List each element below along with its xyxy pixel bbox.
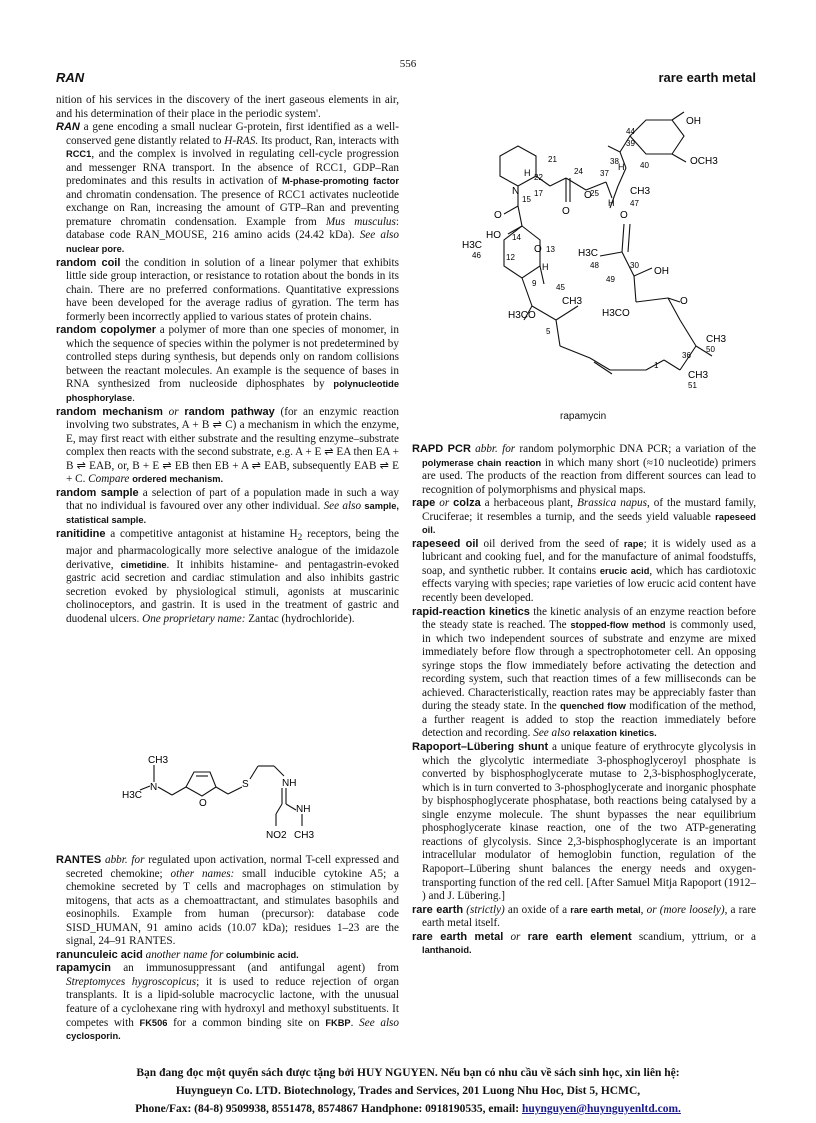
- entry-rapoport-lubering-shunt: [412, 741, 756, 904]
- chem-label: NH: [282, 778, 297, 789]
- italic-term: Brassica napus: [577, 497, 647, 510]
- headword: rare earth metal: [412, 930, 504, 943]
- connector: or: [162, 405, 185, 418]
- entry-ranitidine: [56, 528, 399, 627]
- chem-label: H3CO: [602, 308, 630, 319]
- italic-term: other names:: [170, 867, 235, 880]
- chem-label: 50: [706, 345, 715, 354]
- entry-rapamycin: [56, 962, 399, 1043]
- chem-label: H3C: [122, 790, 143, 801]
- cross-reference: RCC1: [66, 149, 92, 160]
- definition-text: .: [350, 1016, 360, 1029]
- left-column-lower: [56, 854, 399, 1044]
- chem-label: O: [199, 798, 207, 809]
- definition-text: a polymer of more than one species of monomer, in which the sequence of species within the polymer is not predetermined by controlled steps during synthesis, but depends only on random collisions between the reactant molecules. An example is the sequence of bases in RNA synthesized from nucleoside diphosphates by: [66, 324, 399, 391]
- italic-term: Streptomyces hygroscopicus: [66, 975, 197, 988]
- chem-label: 37: [600, 169, 609, 178]
- definition-text: for a common binding site on: [167, 1016, 326, 1029]
- definition-text: is commonly used, in which two independent sources of substrate and enzyme are mixed immediately before flow through a spectrophotometer cell. An opposing syringe stops the flow immediately before activating the detection and recording system, such that reaction times of a few milliseconds can be achieved. Characteristically, reaction rates may be appreciably faster than during the steady state. In the: [422, 619, 756, 713]
- chem-label: CH3: [688, 370, 709, 381]
- see-also-label: See also: [359, 229, 399, 242]
- headword: rapamycin: [56, 962, 112, 975]
- headword: rape: [412, 497, 436, 510]
- chem-label: N: [512, 186, 520, 197]
- chem-label: N: [150, 782, 158, 793]
- chem-label: 5: [546, 327, 551, 336]
- chem-label: 44: [626, 127, 635, 136]
- entry-random-sample: [56, 487, 399, 528]
- chem-label: H: [524, 168, 531, 178]
- cross-reference: FKBP: [325, 1017, 351, 1028]
- chem-label: 38: [610, 157, 619, 166]
- headword: RAPD PCR: [412, 443, 471, 455]
- see-also-label: Compare: [88, 473, 130, 486]
- cross-reference: quenched flow: [560, 701, 626, 712]
- definition-text: Zantac (hydrochloride).: [245, 613, 355, 626]
- definition-text: , of the mustard family, Cruciferae; it resembles a turnip, and the seeds yield valuable: [422, 497, 756, 523]
- cross-reference: rare earth metal: [570, 904, 641, 915]
- chem-label: H: [618, 162, 625, 172]
- chem-label: HO: [486, 230, 501, 241]
- footer-email-link[interactable]: huynguyen@huynguyenltd.com.: [521, 1103, 681, 1115]
- see-also-label: See also: [533, 727, 571, 740]
- headword-alt: rare earth element: [527, 930, 632, 943]
- running-head-right: rare earth metal: [658, 70, 756, 85]
- definition-text: ; it is used to reduce rejection of organ transplants. It is a lipid-soluble macrocyclic lactone, with the unusual feature of a cyclohexane ring with hydroxyl and methoxyl substituents. It competes with: [66, 975, 400, 1029]
- headword: ranunculeic acid: [56, 948, 143, 961]
- cross-reference: columbinic acid.: [223, 949, 299, 960]
- definition-text: scandium, yttrium, or a: [631, 930, 757, 943]
- cross-reference: sample, statistical sample.: [66, 501, 400, 525]
- connector: or: [435, 497, 454, 510]
- chem-label: CH3: [562, 296, 583, 307]
- figure-caption-rapamycin: rapamycin: [560, 411, 607, 422]
- cross-reference: rapeseed oil.: [422, 511, 756, 536]
- chem-label: 51: [688, 381, 697, 390]
- chem-label: NH: [296, 804, 311, 815]
- left-column: [56, 94, 399, 627]
- chem-label: O: [534, 244, 542, 255]
- chem-label: H3CO: [508, 310, 536, 321]
- italic-term: H-RAS.: [224, 134, 259, 147]
- definition-text: in which many short (≈10 nucleotide) primers are used. The products of the reaction from different sources can lead to recognition of polymorphisms and physical maps.: [422, 456, 756, 496]
- cross-reference: polynucleotide phosphorylase: [66, 379, 399, 404]
- chem-label: 13: [546, 245, 555, 254]
- cross-reference: erucic acid: [599, 565, 650, 576]
- chem-label: S: [242, 779, 249, 790]
- entry-random-mechanism: [56, 406, 399, 487]
- cross-reference: ordered mechanism.: [132, 474, 224, 485]
- chem-label: NO2: [266, 830, 287, 841]
- chem-label: OCH3: [690, 156, 718, 167]
- footer-contact: Phone/Fax: (84-8) 9509938, 8551478, 8574867 Handphone: 0918190535, email:: [135, 1103, 522, 1115]
- definition-text: . It inhibits histamine- and pentagastrin-evoked gastric acid secretion and cardiac stimulation and also inhibits gastric secretion evoked by physiological stimuli, agonists at muscarinic cholinoceptors, and gastrin. It is used in the treatment of gastric and duodenal ulcers.: [66, 558, 399, 626]
- chem-label: CH3: [706, 334, 727, 345]
- cross-reference: nuclear pore.: [66, 244, 125, 255]
- headword: random sample: [56, 486, 139, 499]
- abbr-label: abbr. for: [101, 854, 145, 866]
- headword: rapeseed oil: [412, 537, 479, 550]
- entry-continuation: nition of his services in the discovery of the inert gaseous elements in air, and his determination of their place in the periodic system'.: [56, 94, 399, 120]
- definition-text: , a rare earth metal itself.: [422, 903, 757, 930]
- definition-text: .: [132, 392, 135, 405]
- subscript: 2: [297, 532, 303, 543]
- entry-ranunculeic-acid: [56, 949, 399, 963]
- italic-term: Mus musculus: [325, 215, 396, 228]
- chem-label: 39: [626, 139, 635, 148]
- chem-label: O: [620, 210, 628, 221]
- chem-label: 9: [532, 279, 537, 288]
- definition-text: ; it is widely used as a lubricant and cooking fuel, and for the manufacture of animal foodstuffs, soap, and synthetic rubber. It contains: [422, 537, 756, 577]
- cross-reference: FK506: [139, 1017, 168, 1028]
- cross-reference: rape: [623, 538, 644, 549]
- definition-text: : database code RAN_MOUSE, 216 amino acids (24.42 kDa).: [66, 215, 399, 242]
- chem-label: 47: [630, 199, 639, 208]
- chem-label: 22: [534, 173, 543, 182]
- chem-label: 25: [590, 189, 599, 198]
- see-also-label: See also: [359, 1016, 400, 1029]
- definition-text: regulated upon activation, normal T-cell expressed and secreted chemokine;: [66, 854, 399, 880]
- footer-line-1: Bạn đang đọc một quyển sách được tặng bởi HUY NGUYEN. Nếu bạn có nhu cầu về sách sinh học, xin liên hệ:: [136, 1067, 680, 1079]
- right-column: [412, 443, 756, 958]
- chem-label: H: [608, 198, 615, 208]
- definition-text: small inducible cytokine A5; a chemokine secreted by T cells and macrophages on stimulation by mitogens, that acts as a chemoattractant, and stimulates basophils and eosinophils. Example from human (precursor): database code SISD_HUMAN, 91 amino acids (10.07 kDa); residues 1–23 are the signal, 24–91 RANTES.: [66, 867, 399, 948]
- definition-text: a competitive antagonist at histamine H: [105, 527, 298, 540]
- chem-label: H3C: [578, 248, 599, 259]
- ranitidine-structure: [120, 752, 360, 848]
- proprietary-label: One proprietary name:: [142, 613, 246, 626]
- chem-label: 36: [682, 351, 691, 360]
- entry-ran: [56, 121, 399, 256]
- definition-text: the condition in solution of a linear polymer that exhibits little side group interaction, or resistance to rotation about the bonds in its chain. There are no preferred conformations. Quantitative expressions have been developed for the average radius of gyration. The term has formerly been incorrectly applied to various states of protein chains.: [66, 256, 400, 323]
- headword-alt: colza: [453, 497, 481, 510]
- definition-text: receptors, being the major and pharmacologically more selective analogue of the imidazole derivative,: [66, 527, 399, 571]
- chem-label: 48: [590, 261, 599, 270]
- cross-reference: cimetidine: [120, 559, 167, 570]
- page-number: 556: [399, 58, 417, 70]
- chem-label: O: [562, 206, 570, 217]
- cross-reference: cyclosporin.: [66, 1031, 121, 1042]
- entry-rantes: [56, 854, 399, 949]
- headword: rapid-reaction kinetics: [412, 605, 530, 618]
- chem-label: H: [542, 262, 549, 272]
- definition-text: the kinetic analysis of an enzyme reaction before the steady state is reached. The: [422, 605, 756, 632]
- definition-text: (for an enzymic reaction involving two substrates, A + B ⇌ C) a mechanism in which the enzyme, E, may first react with either substrate and the resulting enzyme–substrate complex then reacts with the second substrate, e.g. A + E ⇌ EA then EA + B ⇌ EAB, or, B + E ⇌ EB then EB + A ⇌ EAB, subsequently EAB ⇌ E + C.: [66, 405, 400, 486]
- italic-term: (strictly): [463, 903, 505, 916]
- see-also-label: See also: [323, 500, 362, 513]
- headword: random copolymer: [56, 324, 156, 337]
- entry-rapeseed-oil: [412, 538, 756, 606]
- headword: random coil: [56, 256, 121, 269]
- chem-label: O: [680, 296, 688, 307]
- chem-label: 40: [640, 161, 649, 170]
- chem-label: 46: [472, 251, 481, 260]
- definition-text: random polymorphic DNA PCR; a variation of the: [515, 443, 757, 455]
- chem-label: 21: [548, 155, 557, 164]
- entry-rapd-pcr: [412, 443, 756, 497]
- definition-text: a selection of part of a population made in such a way that no individual is favoured over any other individual.: [66, 486, 399, 513]
- headword: RAN: [56, 121, 80, 134]
- chem-label: 15: [522, 195, 531, 204]
- cross-reference: stopped-flow method: [570, 620, 666, 631]
- connector: or: [503, 930, 528, 943]
- definition-text: oil derived from the seed of: [478, 537, 624, 550]
- entry-rare-earth: [412, 904, 756, 931]
- cross-reference: polymerase chain reaction: [422, 457, 542, 468]
- chem-label: 1: [654, 361, 659, 370]
- headword: random mechanism: [56, 405, 163, 418]
- definition-text: and chromatin condensation. The presence of RCC1 activates nucleotide exchange on Ran, increasing the amount of GTP–Ran and preventing premature chromatin condensation. Example from: [66, 188, 399, 228]
- chem-label: O: [494, 210, 502, 221]
- definition-text: a gene encoding a small nuclear G-protein, first identified as a well-conserved gene distantly related to: [66, 121, 399, 147]
- definition-text: ,: [640, 903, 647, 916]
- abbr-label: abbr. for: [470, 443, 516, 455]
- entry-rape: [412, 497, 756, 538]
- italic-term: another name for: [142, 948, 224, 961]
- chem-label: 49: [606, 275, 615, 284]
- rapamycin-structure: [450, 106, 770, 406]
- chem-label: 30: [630, 261, 639, 270]
- headword: ranitidine: [56, 527, 106, 540]
- definition-text: , which has cardiotoxic effects varying with species; rape varieties of low erucic acid content have recently been developed.: [422, 564, 756, 605]
- headword: rare earth: [412, 903, 464, 916]
- chem-label: 24: [574, 167, 583, 176]
- chem-label: 14: [512, 233, 521, 242]
- chem-label: 17: [534, 189, 543, 198]
- headword: Rapoport–Lübering shunt: [412, 741, 549, 754]
- footer-line-3: [0, 1103, 816, 1115]
- entry-random-copolymer: [56, 324, 399, 405]
- chem-label: CH3: [630, 186, 651, 197]
- entry-rare-earth-metal: [412, 931, 756, 958]
- italic-term: or (more loosely): [646, 903, 725, 916]
- chem-label: CH3: [294, 830, 315, 841]
- definition-text: a herbaceous plant,: [480, 497, 578, 510]
- chem-label: H3C: [462, 240, 483, 251]
- chem-label: 12: [506, 253, 515, 262]
- entry-rapid-reaction-kinetics: [412, 606, 756, 741]
- headword-alt: random pathway: [184, 405, 275, 418]
- cross-reference: M-phase-promoting factor: [282, 176, 399, 187]
- definition-text: , and the complex is involved in regulating cell-cycle progression and messenger RNA transport. In the absence of RCC1, GDP–Ran predominates and this results in activation of: [66, 148, 399, 188]
- chem-label: O: [584, 190, 592, 201]
- chem-label: CH3: [148, 755, 169, 766]
- definition-text: an immunosuppressant (and antifungal agent) from: [111, 962, 399, 975]
- chem-label: OH: [686, 116, 701, 127]
- definition-text: modification of the method, a further reagent is added to stop the reaction immediately before detection and recording.: [422, 700, 756, 740]
- footer-line-2: Huyngueyn Co. LTD. Biotechnology, Trades and Services, 201 Luong Nhu Hoc, Dist 5, HCMC,: [175, 1085, 641, 1097]
- cross-reference: relaxation kinetics.: [573, 728, 657, 739]
- definition-text: Its product, Ran, interacts with: [258, 134, 399, 147]
- entry-random-coil: [56, 257, 399, 325]
- definition-text: an oxide of a: [504, 903, 571, 916]
- headword: RANTES: [56, 854, 102, 866]
- cross-reference: lanthanoid.: [422, 945, 472, 956]
- chem-label: 45: [556, 283, 565, 292]
- chem-label: OH: [654, 266, 669, 277]
- running-head-left: RAN: [56, 70, 85, 85]
- definition-text: a unique feature of erythrocyte glycolysis in which the glycolytic intermediate 3-phosphoglyceroyl phosphate is converted by bisphosphoglycerate mutase to 2,3-bisphosphoglycerate, which is in turn converted to 3-phosphoglycerate and inorganic phosphate by bisphosphoglycerate phosphatase, both reactions being catalysed by a single enzyme molecule. The shunt bypasses the near equilibrium phosphoglycerate kinase reaction, one of the two ATP-generating reactions of glycolysis. Since 2,3-bisphosphoglycerate is an important intracellular modulator of hemoglobin function, regulation of the Rapoport–Lübering shunt balances the energy needs and oxygen-transporting function of the red cell. [After Samuel Mitja Rapoport (1912– ) and J. Lübering.]: [422, 741, 756, 903]
